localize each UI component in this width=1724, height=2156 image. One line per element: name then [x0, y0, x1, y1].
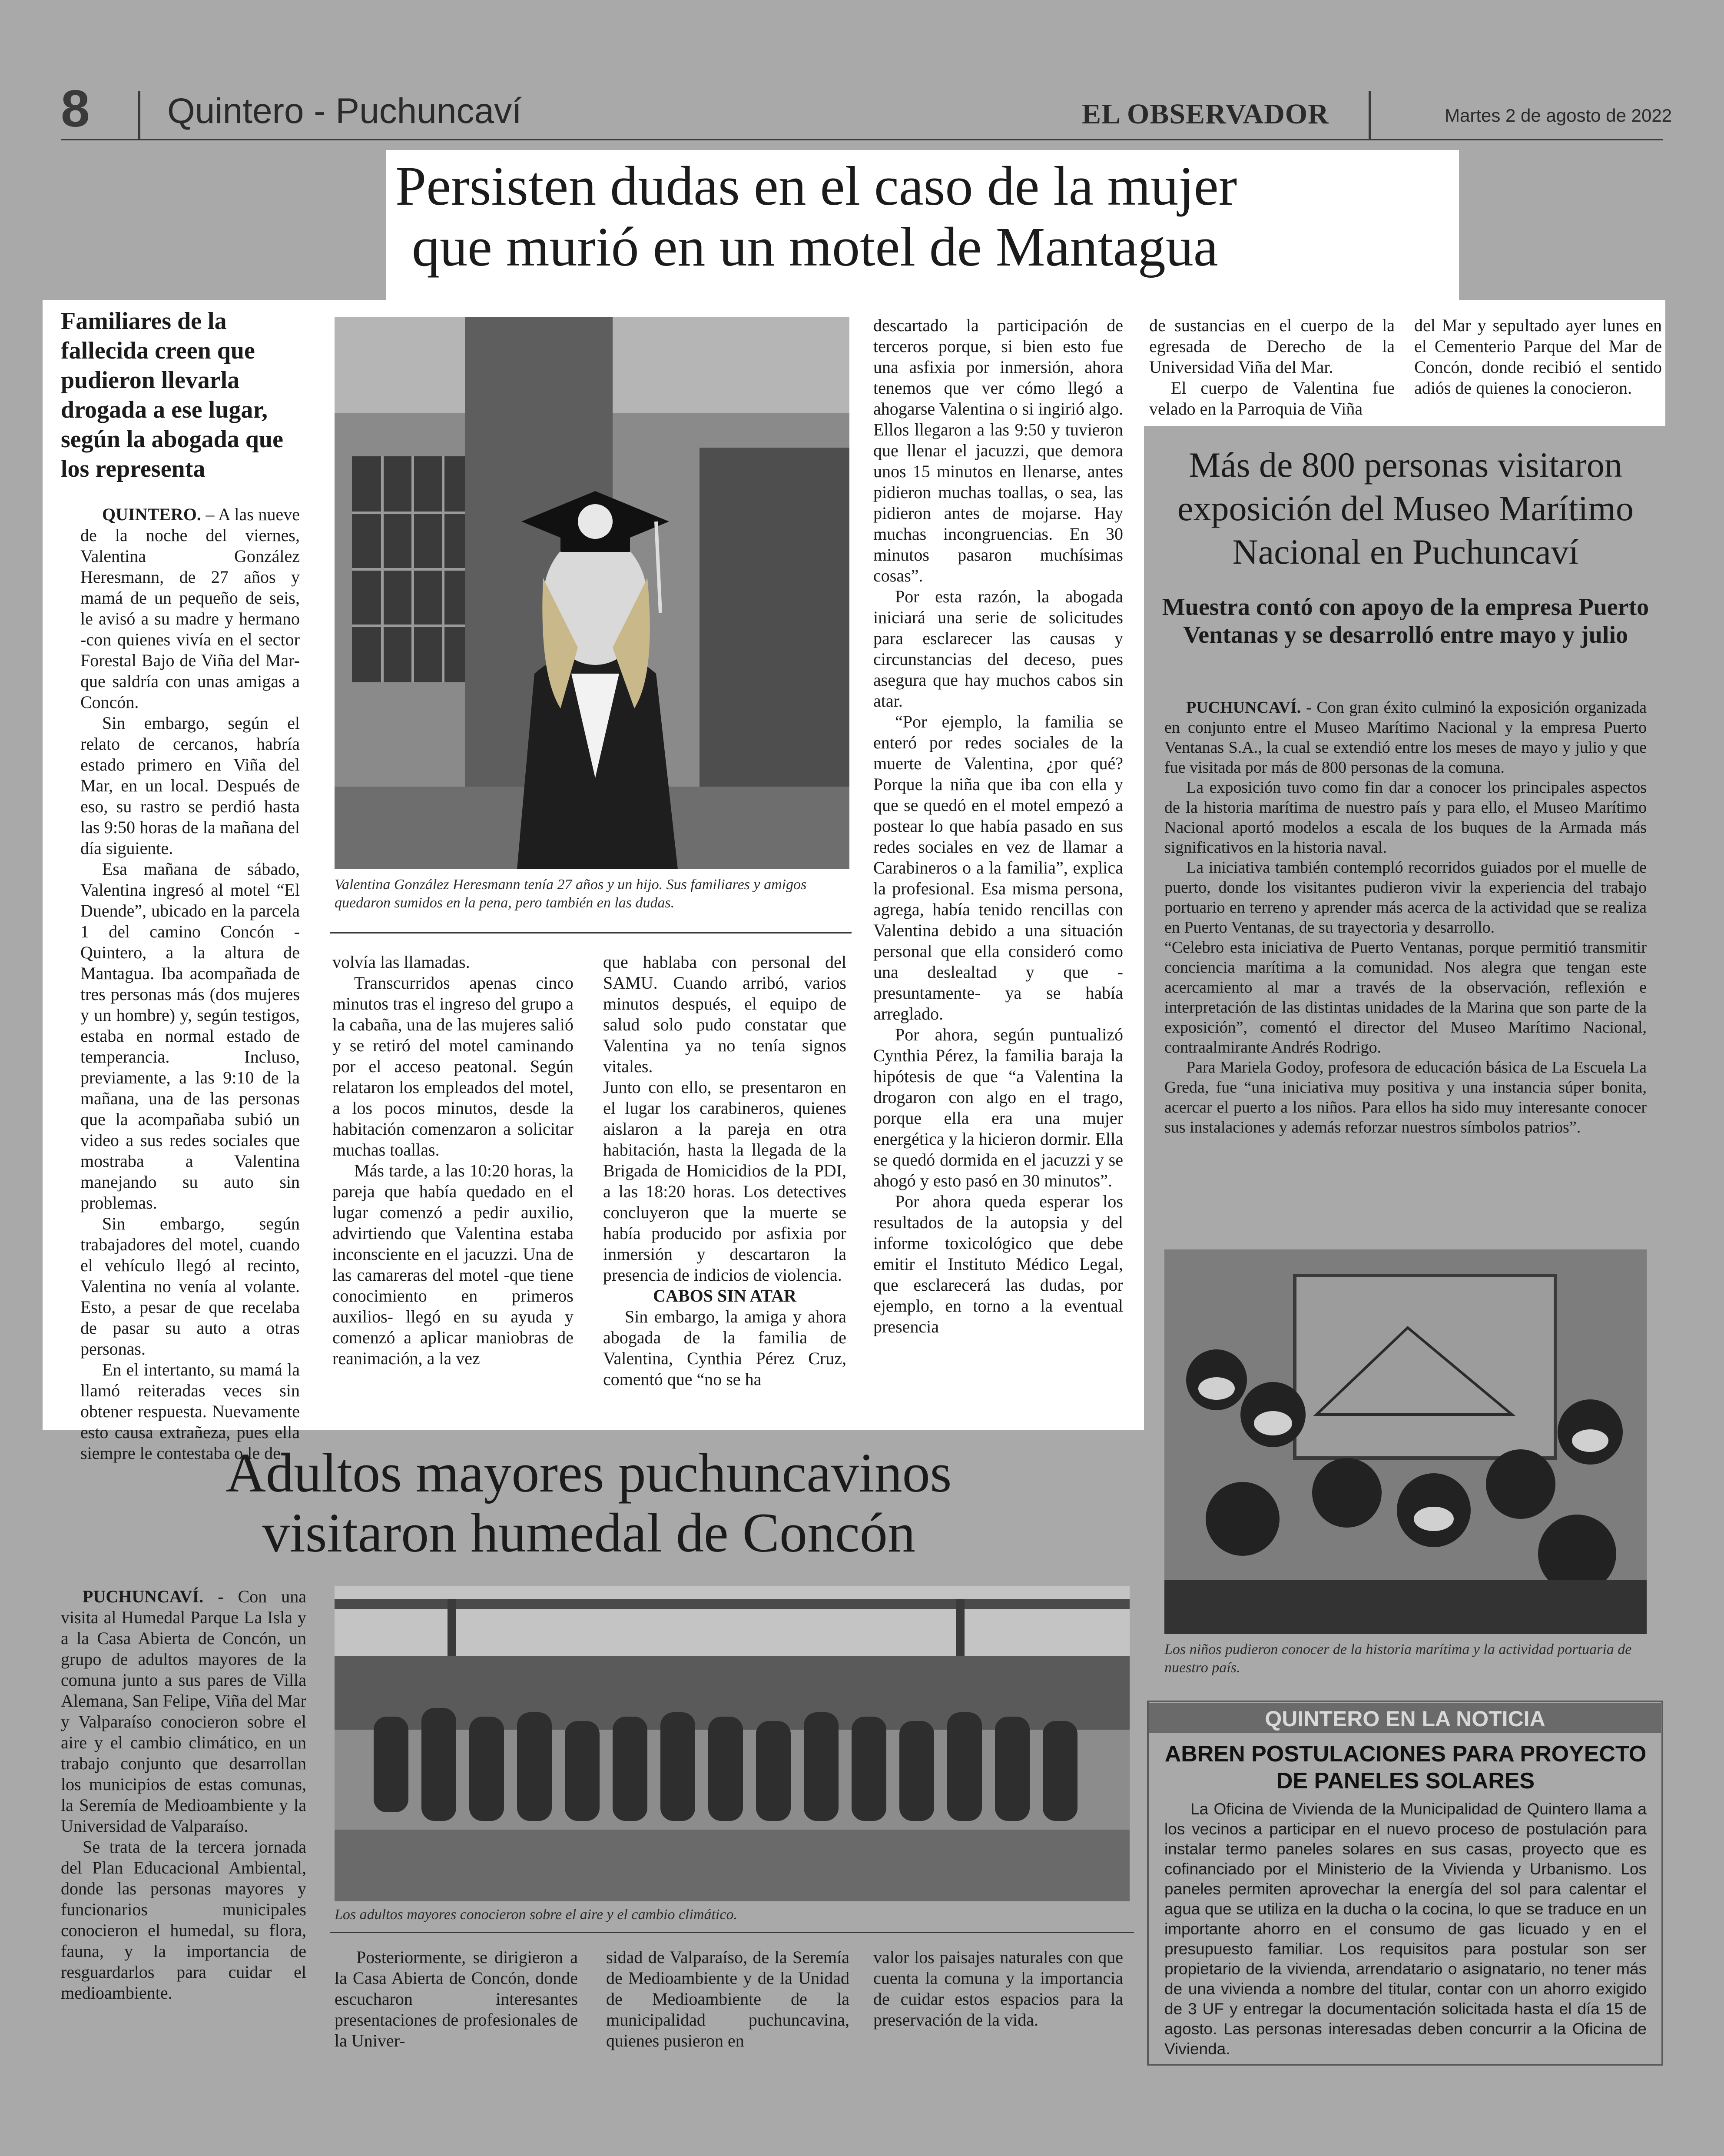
- paragraph: Transcurridos apenas cinco minutos tras el ingreso del grupo a la cabaña, una de las mujeres salió y se retiró del motel caminando por el acceso peatonal. Según relataron los empleados del motel, a los pocos minutos, desde la habitación comenzaron a solicitar muchas toallas.: [332, 973, 574, 1159]
- caption-rule: [330, 932, 852, 933]
- main-headline-line: que murió en un motel de Mantagua: [412, 216, 1218, 278]
- adultos-article-column-4: [873, 1947, 1123, 2030]
- adultos-photo: [335, 1586, 1130, 1901]
- header-divider: [1369, 91, 1371, 139]
- notice-body: [1164, 1799, 1647, 2059]
- paragraph: [61, 1586, 306, 1837]
- adultos-article-column-2: [335, 1947, 578, 2051]
- paragraph: del Mar y sepultado ayer lunes en el Cementerio Parque del Mar de Concón, donde recibió el sentido adiós de quienes la conocieron.: [1414, 316, 1662, 398]
- paragraph-text: – A las nueve de la noche del viernes, Valentina González Heresmann, de 27 años y mamá de un pequeño de seis, le avisó a su madre y hermano -con quienes vivía en el sector Forestal Bajo de Viña del Mar- que saldría con unas amigas a Concón.: [80, 505, 300, 712]
- subheading: CABOS SIN ATAR: [653, 1286, 796, 1306]
- paragraph: “Celebro esta iniciativa de Puerto Ventanas, porque permitió transmitir conciencia marítima a la comunidad. Nos alegra que tengan este acercamiento al mar a través de la observación, reflexión e interpretación de las distintas unidades de la Marina que son parte de la exposición”, comentó el director del Museo Marítimo Nacional, contraalmirante Andrés Rodrigo.: [1164, 938, 1647, 1056]
- paragraph: volvía las llamadas.: [332, 952, 470, 972]
- paragraph: Por ahora, según puntualizó Cynthia Pérez, la familia baraja la hipótesis de que “a Valentina la drogaron con algo en el trago, porque ella era una mujer energética y la hicieron dormir. Ella se quedó dormida en el jacuzzi y se ahogó y esto pasó en 30 minutos”.: [873, 1025, 1123, 1190]
- paragraph: Sin embargo, la amiga y ahora abogada de la familia de Valentina, Cynthia Pérez Cruz, comentó que “no se ha: [603, 1307, 846, 1389]
- paragraph: “Por ejemplo, la familia se enteró por redes sociales de la muerte de Valentina, ¿por qué? Porque la niña que iba con ella y que se quedó en el motel empezó a postear lo que había pasado en sus redes sociales en vez de llamar a Carabineros o a la familia”, explica la profesional. Esa misma persona, agrega, había tenido rencillas con Valentina debido a una situación personal que ella consideró como una deslealtad y que -presuntamente- ya se había arreglado.: [873, 712, 1123, 1023]
- main-photo-caption: Valentina González Heresmann tenía 27 años y un hijo. Sus familiares y amigos quedaron sumidos en la pena, pero también en las dudas.: [335, 877, 807, 911]
- paragraph: Junto con ello, se presentaron en el lugar los carabineros, quienes aislaron a la pareja en otra habitación, hasta la llegada de la Brigada de Homicidios de la PDI, a las 18:20 horas. Los detectives concluyeron que la muerte se había producido por asfixia por inmersión y descartaron la presencia de indicios de violencia.: [603, 1077, 846, 1285]
- main-headline-line: Persisten dudas en el caso de la mujer: [395, 155, 1237, 217]
- paragraph: Por ahora queda esperar los resultados de la autopsia y del informe toxicológico que debe emitir el Instituto Médico Legal, que esclarecerá las dudas, por ejemplo, en torno a la eventual presencia: [873, 1192, 1123, 1336]
- paragraph: Para Mariela Godoy, profesora de educación básica de La Escuela La Greda, fue “una iniciativa muy positiva y una instancia súper bonita, acercar el puerto a los niños. Para ellos ha sido muy interesante conocer sus instalaciones y además reforzar nuestros símbolos patrios”.: [1164, 1058, 1647, 1136]
- header-divider: [138, 91, 140, 139]
- main-article-column-1: [80, 504, 300, 1464]
- museo-headline: Más de 800 personas visitaron exposición del Museo Marítimo Nacional en Puchuncaví: [1177, 445, 1634, 571]
- paragraph: de sustancias en el cuerpo de la egresada de Derecho de la Universidad Viña del Mar.: [1149, 316, 1395, 377]
- paragraph: [80, 504, 300, 713]
- paragraph-text: - Con gran éxito culminó la exposición organizada en conjunto entre el Museo Marítimo Nacional y la empresa Puerto Ventanas S.A., la cual se extendió entre los meses de mayo y julio y que fue visitada por más de 800 personas de la comuna.: [1164, 698, 1647, 777]
- adultos-headline-line: Adultos mayores puchuncavinos: [225, 1442, 952, 1504]
- main-article-column-4: [873, 315, 1123, 1337]
- paragraph: sidad de Valparaíso, de la Seremía de Medioambiente y de la Unidad de Medioambiente de la municipalidad puchuncavina, quienes pusieron en: [606, 1947, 849, 2050]
- paragraph: [1164, 698, 1647, 777]
- masthead: EL OBSERVADOR: [1082, 98, 1329, 130]
- paragraph: Esa mañana de sábado, Valentina ingresó al motel “El Duende”, ubicado en la parcela 1 del camino Concón - Quintero, a la altura de Mantagua. Iba acompañada de tres personas más (dos mujeres y un hombre) y, según testigos, estaba en normal estado de temperancia. Incluso, previamente, a las 9:10 de la mañana, una de las personas que la acompañaba subió un video a sus redes sociales que mostraba a Valentina manejando su auto sin problemas.: [80, 859, 300, 1213]
- main-article-column-2: [332, 952, 574, 1369]
- museo-photo: [1164, 1249, 1647, 1634]
- section-title: Quintero - Puchuncaví: [167, 91, 522, 131]
- paragraph: que hablaba con personal del SAMU. Cuando arribó, varios minutos después, el equipo de salud solo pudo constatar que Valentina ya no tenía signos vitales.: [603, 952, 846, 1076]
- paragraph: La iniciativa también contempló recorridos guiados por el muelle de puerto, donde los visitantes pudieron vivir la experiencia del trabajo portuario en terreno y aprender más acerca de la actividad que se realiza en Puerto Ventanas, de su trayectoria y desarrollo.: [1164, 858, 1647, 937]
- paragraph: Más tarde, a las 10:20 horas, la pareja que había quedado en el lugar comenzó a pedir auxilio, advirtiendo que Valentina estaba inconsciente en el jacuzzi. Una de las camareras del motel -que tiene conocimiento en primeros auxilios- llegó en su ayuda y comenzó a aplicar maniobras de reanimación, a la vez: [332, 1161, 574, 1368]
- main-article-column-5: [1149, 315, 1395, 419]
- main-article-column-6: [1414, 315, 1662, 399]
- dateline: QUINTERO.: [102, 505, 201, 524]
- notice-label: QUINTERO EN LA NOTICIA: [1265, 1707, 1545, 1731]
- paragraph: Por esta razón, la abogada iniciará una serie de solicitudes para esclarecer las causas y circunstancias del deceso, pues asegura que hay muchos cabos sin atar.: [873, 587, 1123, 711]
- adultos-headline: [52, 1443, 1125, 1563]
- main-article-photo: [335, 317, 849, 869]
- photo-children-exhibit-illustration: [1164, 1249, 1647, 1634]
- adultos-article-column-3: [606, 1947, 849, 2051]
- adultos-article-column-1: [61, 1586, 306, 2003]
- paragraph: valor los paisajes naturales con que cuenta la comuna y la importancia de cuidar estos espacios para la preservación de la vida.: [873, 1947, 1123, 2030]
- paragraph: descartado la participación de terceros porque, si bien esto fue una asfixia por inmersión, ahora tenemos que ver cómo llegó a ahogarse Valentina o si ingirió algo. Ellos llegaron a las 9:50 y tuvieron que llenar el jacuzzi, que demora unos 15 minutos en llenarse, antes pidieron muchas toallas, o sea, las pidieron antes de mojarse. Hay muchas incongruencias. En 30 minutos pasaron muchísimas cosas”.: [873, 316, 1123, 585]
- photo-graduate-illustration: [335, 317, 849, 869]
- paragraph: Posteriormente, se dirigieron a la Casa Abierta de Concón, donde escucharon interesantes presentaciones de profesionales de la Univer-: [335, 1947, 578, 2050]
- paragraph: En el intertanto, su mamá la llamó reiteradas veces sin obtener respuesta. Nuevamente esto causa extrañeza, pues ella siempre le contestaba o le de-: [80, 1360, 300, 1463]
- museo-deck: Muestra contó con apoyo de la empresa Puerto Ventanas y se desarrolló entre mayo y julio: [1162, 594, 1649, 648]
- photo-group-humedal-illustration: [335, 1586, 1130, 1901]
- caption-rule: [330, 1932, 1134, 1933]
- adultos-photo-caption: Los adultos mayores conocieron sobre el aire y el cambio climático.: [335, 1907, 737, 1923]
- main-article-lede: Familiares de la fallecida creen que pudieron llevarla drogada a ese lugar, según la abogada que los representa: [61, 308, 283, 482]
- paragraph: Sin embargo, según el relato de cercanos, habría estado primero en Viña del Mar, en un local. Después de eso, su rastro se perdió hasta las 9:50 horas de la mañana del día siguiente.: [80, 713, 300, 858]
- issue-date: Martes 2 de agosto de 2022: [1445, 105, 1672, 126]
- museo-photo-caption: Los niños pudieron conocer de la historia marítima y la actividad portuaria de nuestro país.: [1164, 1641, 1632, 1676]
- paragraph: Se trata de la tercera jornada del Plan Educacional Ambiental, donde las personas mayores y funcionarios municipales conocieron el humedal, su flora, fauna, y la importancia de resguardarlos para cuidar el medioambiente.: [61, 1837, 306, 2003]
- paragraph-text: - Con una visita al Humedal Parque La Isla y a la Casa Abierta de Concón, un grupo de adultos mayores de la comuna junto a sus pares de Villa Alemana, San Felipe, Viña del Mar y Valparaíso conocieron sobre el aire y el cambio climático, en un trabajo conjunto que desarrollan los municipios de estas comunas, la Seremía de Medioambiente y la Universidad de Valparaíso.: [61, 1587, 306, 1836]
- paragraph: Sin embargo, según trabajadores del motel, cuando el vehículo llegó al recinto, Valentina no venía al volante. Esto, a pesar de que recelaba de pasar su auto a otras personas.: [80, 1214, 300, 1359]
- paragraph: El cuerpo de Valentina fue velado en la Parroquia de Viña: [1149, 378, 1395, 419]
- dateline: PUCHUNCAVÍ.: [1186, 698, 1301, 717]
- adultos-headline-line: visitaron humedal de Concón: [262, 1502, 915, 1564]
- main-article-column-3: [603, 952, 846, 1390]
- paragraph: La exposición tuvo como fin dar a conocer los principales aspectos de la historia marítima de nuestro país y para ello, el Museo Marítimo Nacional aportó modelos a escala de los buques de la Armada más significativos en la historia naval.: [1164, 778, 1647, 857]
- dateline: PUCHUNCAVÍ.: [83, 1587, 204, 1606]
- header-rule: [61, 139, 1663, 140]
- main-headline: [395, 156, 1447, 277]
- page-number: 8: [61, 80, 90, 138]
- museo-article-body: [1164, 698, 1647, 1137]
- paragraph: La Oficina de Vivienda de la Municipalidad de Quintero llama a los vecinos a participar en el nuevo proceso de postulación para instalar termo paneles solares en sus casas, proyecto que es cofinanciado por el Ministerio de la Vivienda y Urbanismo. Los paneles permiten aprovechar la energía del sol para calentar el agua que se utiliza en la ducha o la cocina, lo que se traduce en un importante ahorro en el consumo de gas licuado y en el presupuesto familiar. Los requisitos para postular son ser propietario de la vivienda, arrendatario o asignatario, no tener más de una vivienda a nombre del titular, contar con un ahorro exigido de 3 UF y entregar la documentación solicitada hasta el día 15 de agosto. Las personas interesadas deben concurrir a la Oficina de Vivienda.: [1164, 1800, 1647, 2058]
- notice-headline: ABREN POSTULACIONES PARA PROYECTO DE PANELES SOLARES: [1164, 1741, 1647, 1794]
